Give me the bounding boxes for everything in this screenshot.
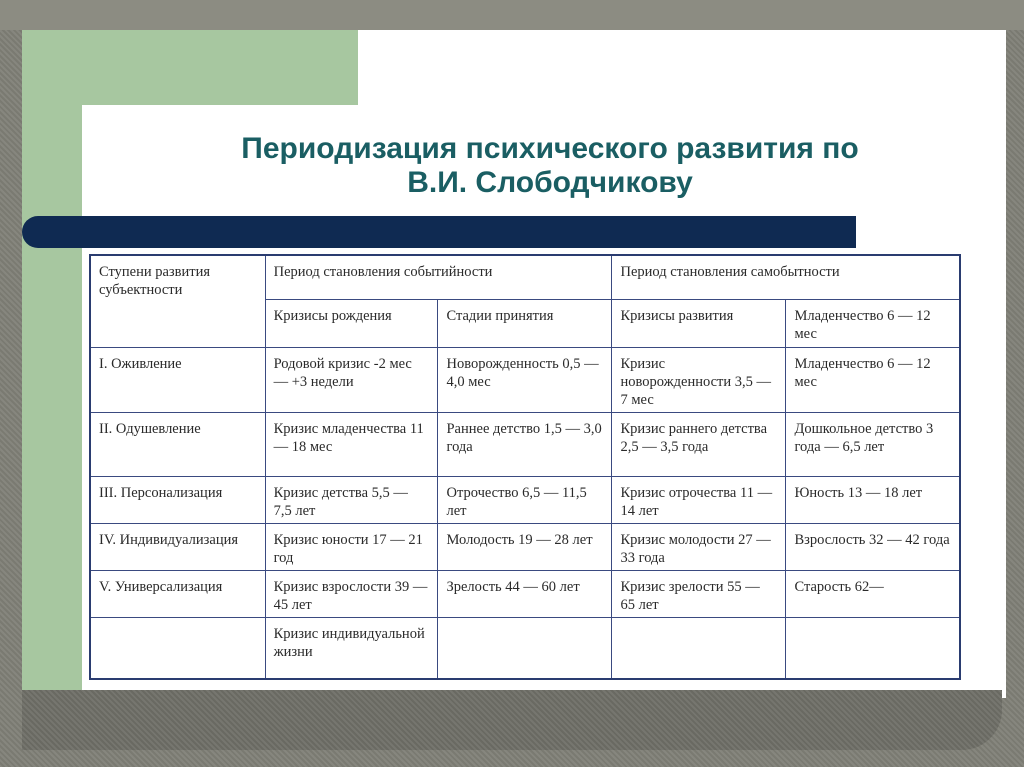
table-cell <box>612 617 786 679</box>
table-row <box>90 476 960 523</box>
bottom-panel <box>22 690 1002 750</box>
table-cell: Кризис новорожденности 3,5 — 7 мес <box>612 347 786 412</box>
table-cell: Родовой кризис -2 мес — +3 недели <box>265 347 438 412</box>
table-cell: Кризис юности 17 — 21 год <box>265 523 438 570</box>
table-cell: Отрочество 6,5 — 11,5 лет <box>438 476 612 523</box>
table-cell: Младенчество 6 — 12 мес <box>786 347 960 412</box>
table-cell: Старость 62— <box>786 570 960 617</box>
slide-rounded-corner <box>82 30 358 105</box>
top-strip <box>0 0 1024 30</box>
title-line-1: Периодизация психического развития по <box>241 132 859 165</box>
header-stages: Ступени развития субъектности <box>90 255 265 347</box>
table-cell: III. Персонализация <box>90 476 265 523</box>
table-header-row <box>90 255 960 299</box>
title-line-2: В.И. Слободчикову <box>407 166 693 199</box>
table-cell <box>786 617 960 679</box>
header-group-originality: Период становления самобытности <box>612 255 960 299</box>
table-row <box>90 347 960 412</box>
table-cell: Юность 13 — 18 лет <box>786 476 960 523</box>
table-cell: Взрослость 32 — 42 года <box>786 523 960 570</box>
table-cell: II. Одушевление <box>90 412 265 476</box>
header-group-eventfulness: Период становления событийности <box>265 255 612 299</box>
table-row <box>90 617 960 679</box>
table-cell: Кризис раннего детства 2,5 — 3,5 года <box>612 412 786 476</box>
table-cell: Кризис младенчества 11 — 18 мес <box>265 412 438 476</box>
table-cell: Новорожденность 0,5 — 4,0 мес <box>438 347 612 412</box>
table-cell: Кризис взрослости 39 — 45 лет <box>265 570 438 617</box>
table-row <box>90 570 960 617</box>
periodization-table <box>89 254 961 680</box>
title-underline-bar <box>22 216 856 248</box>
table-cell: Дошкольное детство 3 года — 6,5 лет <box>786 412 960 476</box>
table-cell: I. Оживление <box>90 347 265 412</box>
table-cell: Раннее детство 1,5 — 3,0 года <box>438 412 612 476</box>
table-row <box>90 412 960 476</box>
table-cell: IV. Индивидуализация <box>90 523 265 570</box>
slide-title <box>150 132 950 200</box>
subheader-infancy: Младенчество 6 — 12 мес <box>786 299 960 347</box>
table-row <box>90 523 960 570</box>
subheader-birth-crises: Кризисы рождения <box>265 299 438 347</box>
subheader-development-crises: Кризисы развития <box>612 299 786 347</box>
table-cell: Кризис молодости 27 — 33 года <box>612 523 786 570</box>
table-cell <box>90 617 265 679</box>
table-cell: V. Универсализация <box>90 570 265 617</box>
table-cell <box>438 617 612 679</box>
table-cell: Кризис индивидуальной жизни <box>265 617 438 679</box>
table-cell: Кризис зрелости 55 — 65 лет <box>612 570 786 617</box>
table-cell: Кризис отрочества 11 — 14 лет <box>612 476 786 523</box>
subheader-acceptance-stages: Стадии принятия <box>438 299 612 347</box>
table-cell: Молодость 19 — 28 лет <box>438 523 612 570</box>
table-cell: Кризис детства 5,5 — 7,5 лет <box>265 476 438 523</box>
table-cell: Зрелость 44 — 60 лет <box>438 570 612 617</box>
